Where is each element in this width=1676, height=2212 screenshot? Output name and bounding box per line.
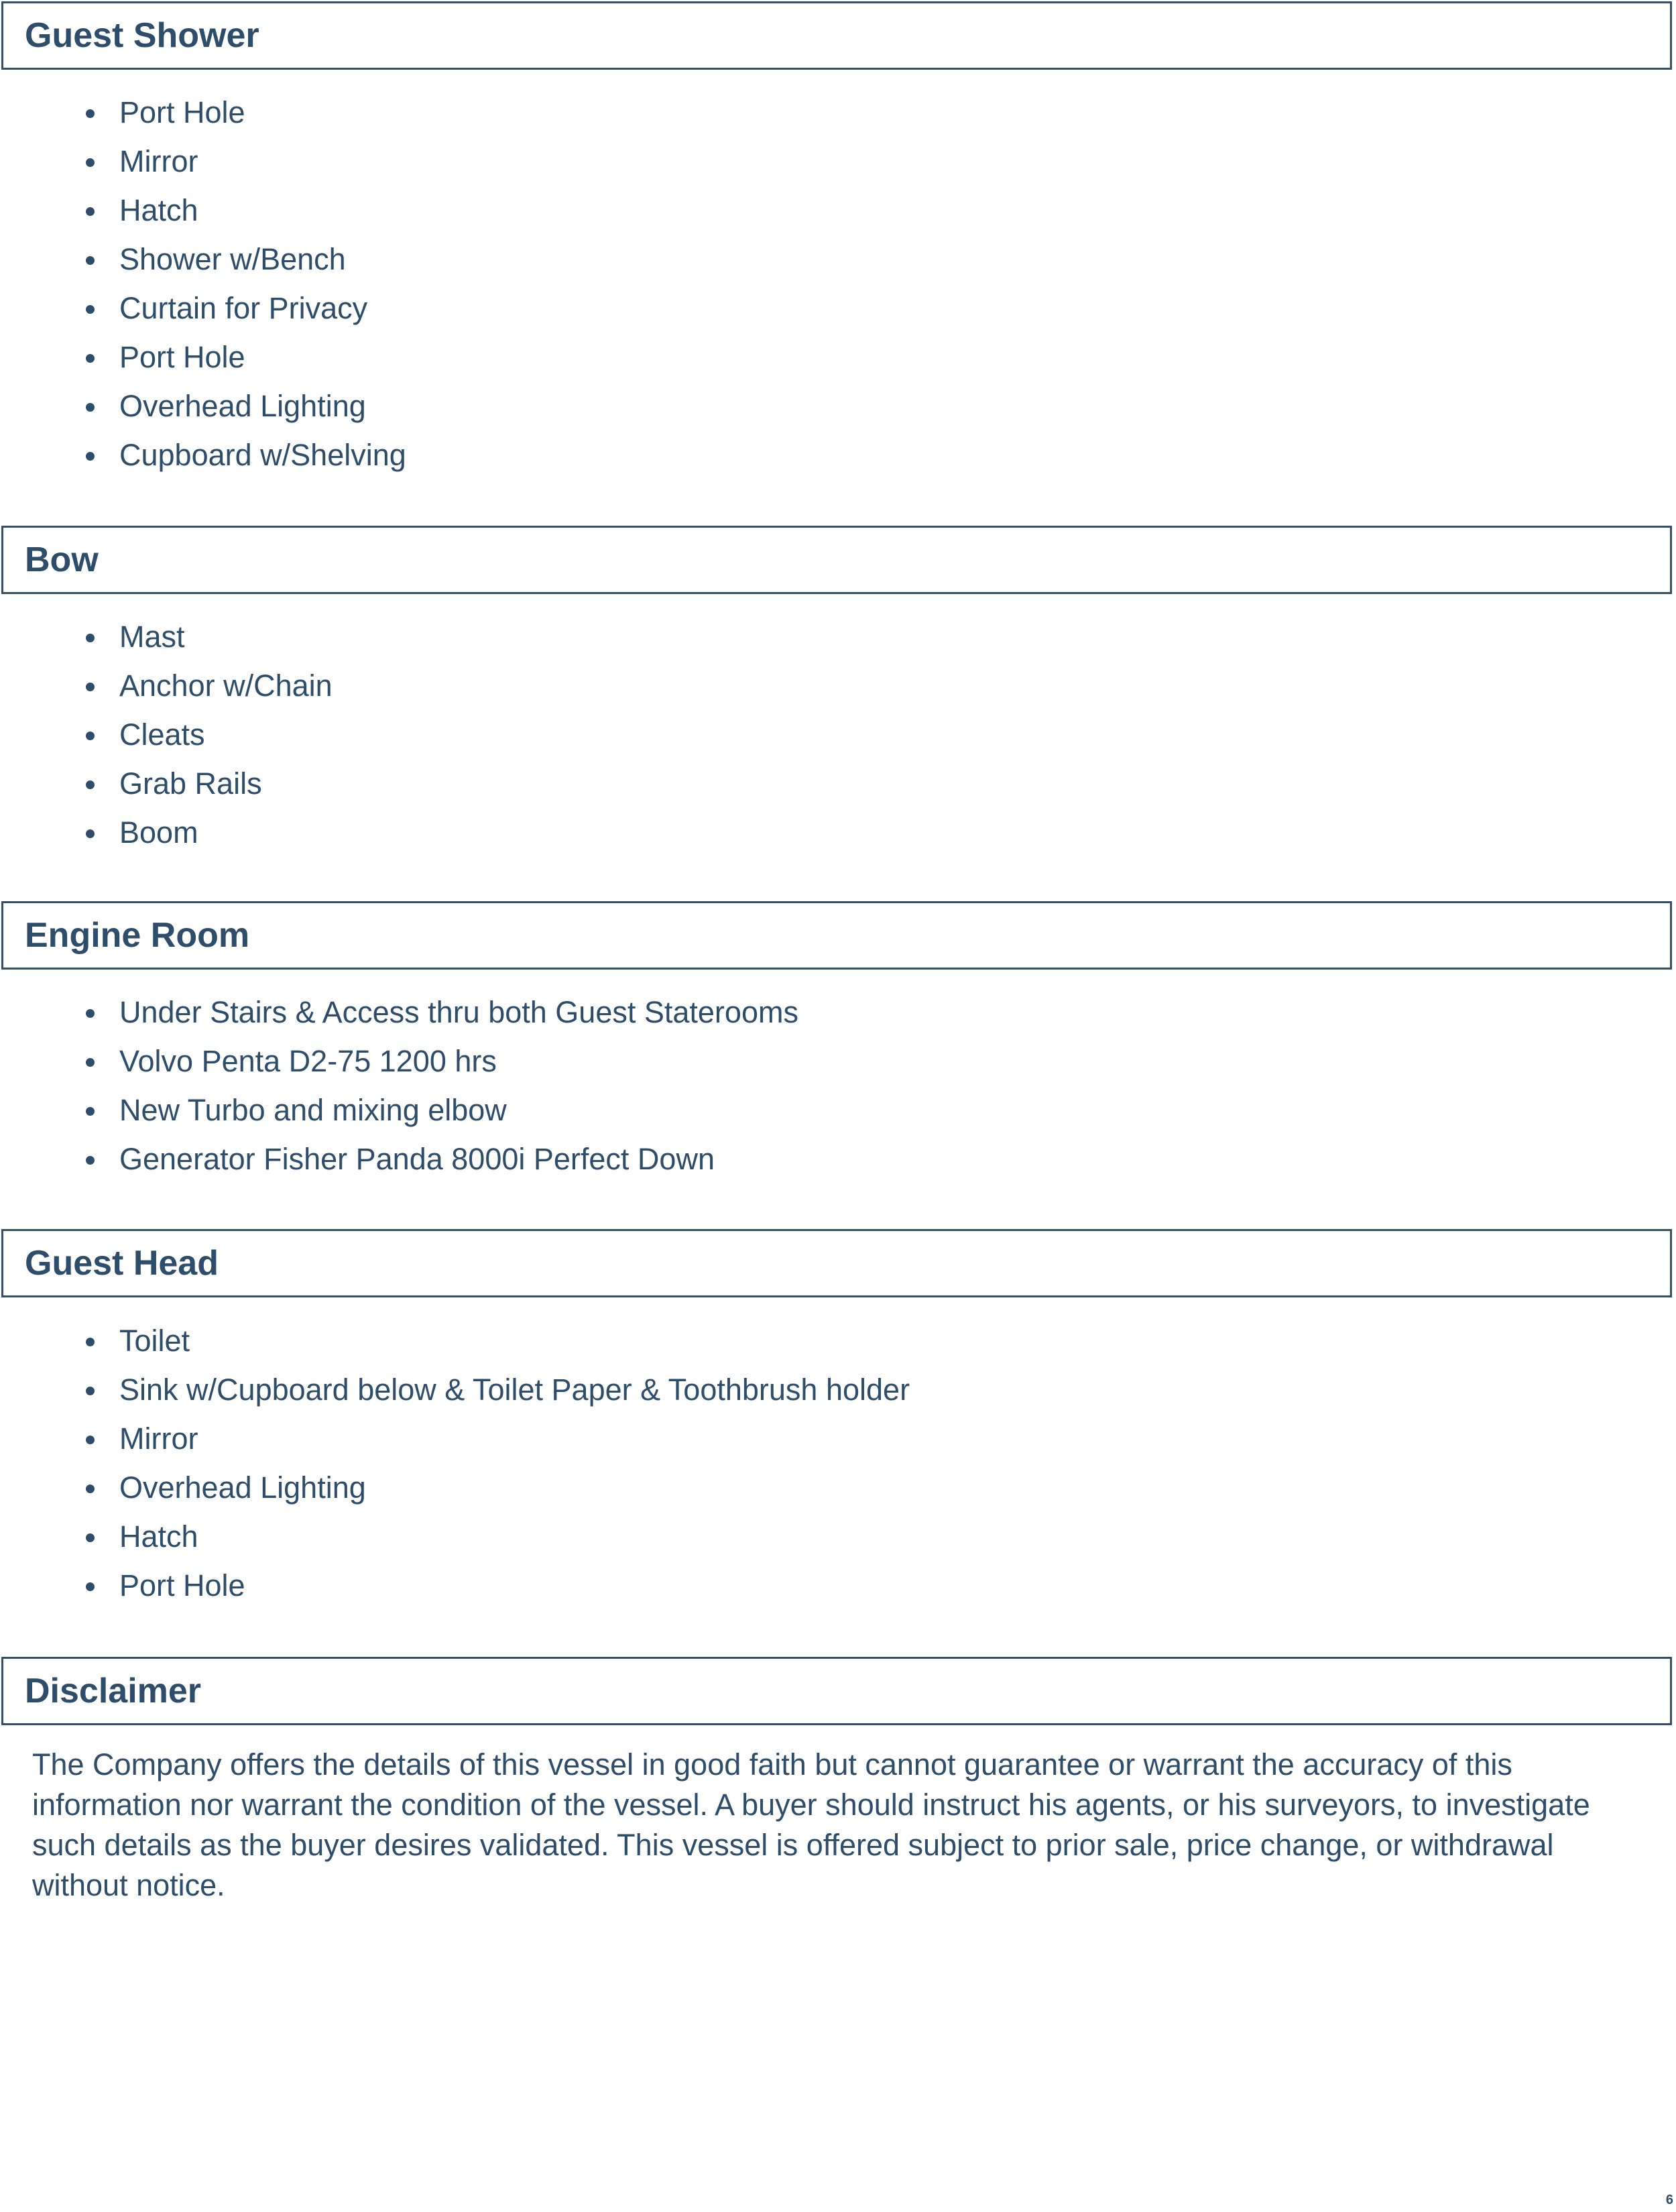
section-title: Guest Shower: [25, 16, 259, 55]
list-item: Mast: [0, 612, 333, 661]
section-title: Bow: [25, 540, 99, 579]
list-item: Port Hole: [0, 88, 406, 137]
list-item: Boom: [0, 808, 333, 857]
page-number: 6: [1665, 2193, 1673, 2207]
section-title: Engine Room: [25, 916, 250, 955]
list-item: Mirror: [0, 1414, 910, 1463]
list-item: Mirror: [0, 137, 406, 186]
list-item: Generator Fisher Panda 8000i Perfect Down: [0, 1134, 798, 1183]
list-item: Port Hole: [0, 1561, 910, 1610]
list-item: Cupboard w/Shelving: [0, 430, 406, 479]
list-item: Under Stairs & Access thru both Guest Staterooms: [0, 988, 798, 1037]
list-item: Overhead Lighting: [0, 382, 406, 430]
list-item: Hatch: [0, 1512, 910, 1561]
list-item: New Turbo and mixing elbow: [0, 1086, 798, 1134]
list-item: Hatch: [0, 186, 406, 235]
list-item: Shower w/Bench: [0, 235, 406, 284]
list-item: Curtain for Privacy: [0, 284, 406, 333]
list-item: Toilet: [0, 1316, 910, 1365]
section-header-guest-head: [1, 1229, 1672, 1297]
list-item: Anchor w/Chain: [0, 661, 333, 710]
list-item: Volvo Penta D2-75 1200 hrs: [0, 1037, 798, 1086]
section-title: Disclaimer: [25, 1672, 202, 1710]
section-header-guest-shower: [1, 1, 1672, 70]
section-header-disclaimer: [1, 1657, 1672, 1725]
bow-list: [0, 612, 333, 857]
section-header-engine-room: [1, 901, 1672, 970]
section-title: Guest Head: [25, 1244, 219, 1283]
list-item: Sink w/Cupboard below & Toilet Paper & Toothbrush holder: [0, 1365, 910, 1414]
engine-room-list: [0, 988, 798, 1183]
list-item: Overhead Lighting: [0, 1463, 910, 1512]
list-item: Grab Rails: [0, 759, 333, 808]
guest-shower-list: [0, 88, 406, 479]
guest-head-list: [0, 1316, 910, 1610]
list-item: Cleats: [0, 710, 333, 759]
disclaimer-text: The Company offers the details of this vessel in good faith but cannot guarantee or warrant the accuracy of this information nor warrant the condition of the vessel. A buyer should instruct his agents, or his surveyors, to investigate such details as the buyer desires validated. This vessel is offered subject to prior sale, price change, or withdrawal without notice.: [32, 1747, 1590, 1902]
section-header-bow: [1, 526, 1672, 594]
list-item: Port Hole: [0, 333, 406, 382]
